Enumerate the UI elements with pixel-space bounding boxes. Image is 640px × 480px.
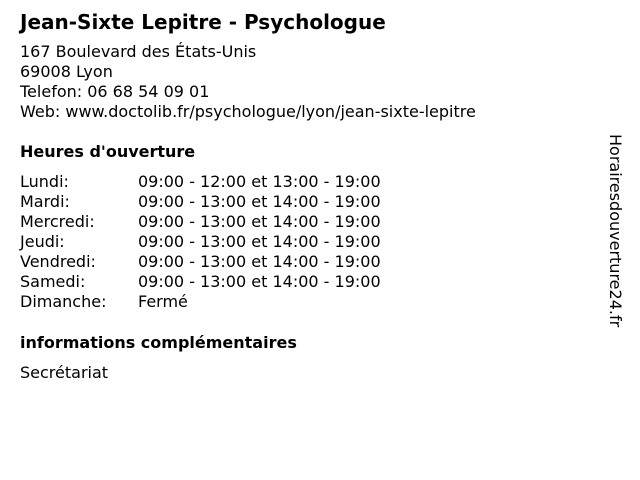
hours-table — [20, 172, 600, 312]
extra-info-text: Secrétariat — [20, 363, 109, 382]
hours-heading: Heures d'ouverture — [20, 142, 196, 161]
time-value: 09:00 - 13:00 et 14:00 - 19:00 — [138, 232, 381, 251]
day-label: Dimanche: — [20, 292, 107, 311]
site-watermark: Horairesdouverture24.fr — [606, 134, 625, 328]
day-label: Jeudi: — [20, 232, 65, 251]
hours-row-saturday — [20, 272, 600, 292]
day-label: Mercredi: — [20, 212, 95, 231]
time-value: 09:00 - 12:00 et 13:00 - 19:00 — [138, 172, 381, 191]
time-value: 09:00 - 13:00 et 14:00 - 19:00 — [138, 252, 381, 271]
business-card — [20, 8, 600, 383]
day-label: Lundi: — [20, 172, 69, 191]
day-label: Samedi: — [20, 272, 86, 291]
hours-row-sunday — [20, 292, 600, 312]
time-value: 09:00 - 13:00 et 14:00 - 19:00 — [138, 272, 381, 291]
hours-row-wednesday — [20, 212, 600, 232]
day-label: Mardi: — [20, 192, 70, 211]
day-label: Vendredi: — [20, 252, 96, 271]
hours-row-monday — [20, 172, 600, 192]
address-city: 69008 Lyon — [20, 62, 113, 81]
hours-row-thursday — [20, 232, 600, 252]
address-street: 167 Boulevard des États-Unis — [20, 42, 257, 61]
time-value: 09:00 - 13:00 et 14:00 - 19:00 — [138, 192, 381, 211]
web-line: Web: www.doctolib.fr/psychologue/lyon/jean-sixte-lepitre — [20, 102, 476, 121]
extra-info-heading: informations complémentaires — [20, 333, 297, 352]
time-value: Fermé — [138, 292, 188, 311]
time-value: 09:00 - 13:00 et 14:00 - 19:00 — [138, 212, 381, 231]
hours-row-tuesday — [20, 192, 600, 212]
page-title: Jean-Sixte Lepitre - Psychologue — [20, 10, 386, 34]
phone-line: Telefon: 06 68 54 09 01 — [20, 82, 210, 101]
hours-row-friday — [20, 252, 600, 272]
